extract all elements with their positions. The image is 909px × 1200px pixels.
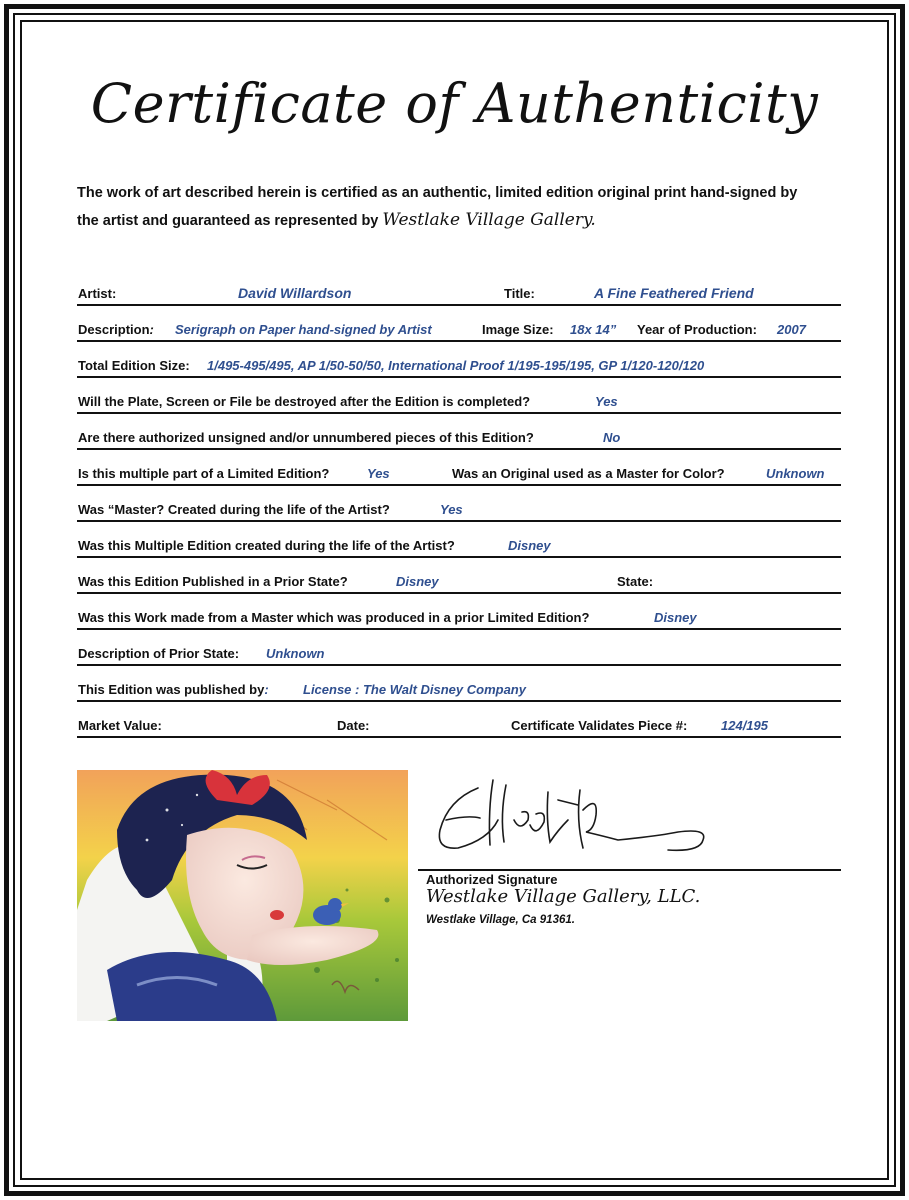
date-label: Date: [337, 718, 370, 733]
signature-line [418, 869, 841, 871]
original-label: Was an Original used as a Master for Color? [452, 466, 725, 481]
row-edition-size [77, 355, 841, 378]
artist-value: David Willardson [238, 285, 352, 301]
master-prior-label: Was this Work made from a Master which was produced in a prior Limited Edition? [78, 610, 590, 625]
prior-state-label: Was this Edition Published in a Prior State? [78, 574, 348, 589]
row-prior-description [77, 643, 841, 666]
multiple-label: Is this multiple part of a Limited Edition? [78, 466, 330, 481]
row-multiple-edition [77, 535, 841, 558]
gallery-address: Westlake Village, Ca 91361. [426, 914, 575, 926]
master-prior-value: Disney [654, 610, 697, 625]
title-value: A Fine Feathered Friend [594, 285, 754, 301]
original-value: Unknown [766, 466, 825, 481]
row-plate-destroyed [77, 391, 841, 414]
row-description [77, 319, 841, 342]
row-multiple-original [77, 463, 841, 486]
title-label: Title: [504, 286, 535, 301]
plate-value: Yes [595, 394, 618, 409]
image-size-value: 18x 14” [570, 322, 617, 337]
authorized-signature-label: Authorized Signature [426, 872, 558, 887]
year-value: 2007 [777, 322, 806, 337]
unsigned-label: Are there authorized unsigned and/or unnumbered pieces of this Edition? [78, 430, 534, 445]
row-published-by [77, 679, 841, 702]
prior-desc-value: Unknown [266, 646, 325, 661]
row-unsigned-pieces [77, 427, 841, 450]
unsigned-value: No [603, 430, 621, 445]
published-by-value: License : The Walt Disney Company [303, 682, 526, 697]
published-by-label: This Edition was published by [78, 682, 265, 697]
row-market-date-piece [77, 715, 841, 738]
multiple-edition-value: Disney [508, 538, 551, 553]
published-by-colon: : [264, 682, 269, 697]
multiple-edition-label: Was this Multiple Edition created during the life of the Artist? [78, 538, 455, 553]
artist-label: Artist: [78, 286, 117, 301]
state-label: State: [617, 574, 654, 589]
multiple-value: Yes [367, 466, 390, 481]
edition-value: 1/495-495/495, AP 1/50-50/50, International Proof 1/195-195/195, GP 1/120-120/120 [207, 358, 705, 373]
description-value: Serigraph on Paper hand-signed by Artist [175, 322, 432, 337]
edition-label: Total Edition Size: [78, 358, 190, 373]
description-colon: : [149, 322, 154, 337]
master-label: Was “Master? Created during the life of the Artist? [78, 502, 390, 517]
image-size-label: Image Size: [482, 322, 554, 337]
description-label: Description [78, 322, 150, 337]
intro-text: The work of art described herein is certified as an authentic, limited edition original print hand-signed by the artist and guaranteed as represented by [77, 185, 798, 229]
intro-paragraph [77, 180, 817, 235]
piece-label: Certificate Validates Piece #: [511, 718, 688, 733]
year-label: Year of Production: [637, 322, 757, 337]
market-value-label: Market Value: [78, 718, 162, 733]
authorized-signature-scribble [418, 770, 848, 870]
published-by-field [78, 682, 269, 697]
certificate-title: Certificate of Authenticity [90, 72, 819, 135]
row-master-prior [77, 607, 841, 630]
row-prior-state [77, 571, 841, 594]
intro-gallery-name: Westlake Village Gallery. [382, 210, 596, 230]
master-value: Yes [440, 502, 463, 517]
artwork-image [77, 770, 408, 1021]
plate-label: Will the Plate, Screen or File be destroyed after the Edition is completed? [78, 394, 531, 409]
row-artist-title [77, 283, 841, 306]
piece-value: 124/195 [721, 718, 768, 733]
row-master-created [77, 499, 841, 522]
gallery-name: Westlake Village Gallery, LLC. [426, 886, 701, 907]
prior-state-value: Disney [396, 574, 439, 589]
description-field [78, 322, 154, 337]
prior-desc-label: Description of Prior State: [78, 646, 240, 661]
